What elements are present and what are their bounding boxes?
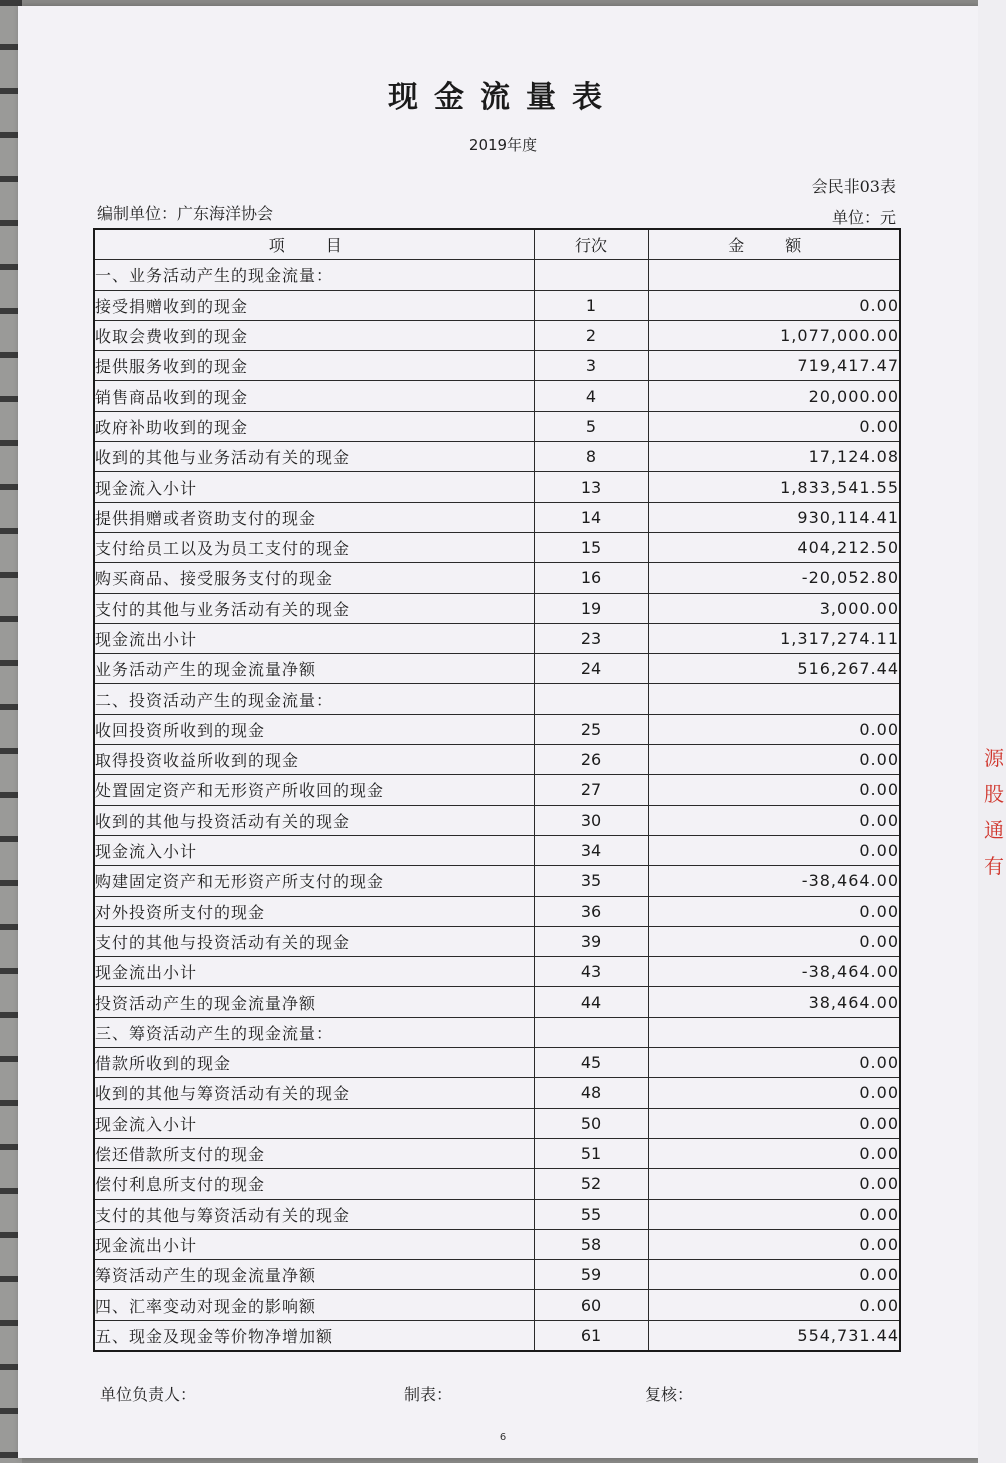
row-amount: 516,267.44 (648, 654, 900, 684)
table-row (94, 1169, 900, 1199)
table-row (94, 775, 900, 805)
row-number: 27 (534, 775, 648, 805)
row-item-label: 政府补助收到的现金 (94, 411, 534, 441)
row-amount: 930,114.41 (648, 502, 900, 532)
row-number: 52 (534, 1169, 648, 1199)
row-item-label: 四、汇率变动对现金的影响额 (94, 1290, 534, 1320)
row-amount: 1,833,541.55 (648, 472, 900, 502)
row-amount: -38,464.00 (648, 957, 900, 987)
row-amount: 0.00 (648, 411, 900, 441)
table-row (94, 654, 900, 684)
table-row (94, 1260, 900, 1290)
row-amount: 0.00 (648, 1199, 900, 1229)
row-item-label: 现金流出小计 (94, 1229, 534, 1259)
table-row (94, 1199, 900, 1229)
table-row (94, 442, 900, 472)
row-number (534, 260, 648, 290)
row-item-label: 借款所收到的现金 (94, 1048, 534, 1078)
table-row (94, 1048, 900, 1078)
page-title: 现金流量表 (388, 80, 618, 115)
report-year: 2019年度 (468, 136, 538, 154)
row-number: 4 (534, 381, 648, 411)
row-item-label: 筹资活动产生的现金流量净额 (94, 1260, 534, 1290)
row-number: 58 (534, 1229, 648, 1259)
table-row (94, 290, 900, 320)
row-number: 19 (534, 593, 648, 623)
row-amount: 554,731.44 (648, 1320, 900, 1351)
row-number: 26 (534, 745, 648, 775)
row-item-label: 五、现金及现金等价物净增加额 (94, 1320, 534, 1351)
row-number: 13 (534, 472, 648, 502)
row-item-label: 偿付利息所支付的现金 (94, 1169, 534, 1199)
row-item-label: 购买商品、接受服务支付的现金 (94, 563, 534, 593)
row-item-label: 支付的其他与投资活动有关的现金 (94, 926, 534, 956)
table-row (94, 1290, 900, 1320)
table-row (94, 351, 900, 381)
row-number: 59 (534, 1260, 648, 1290)
row-item-label: 支付的其他与业务活动有关的现金 (94, 593, 534, 623)
row-number: 23 (534, 623, 648, 653)
table-row (94, 866, 900, 896)
table-row (94, 260, 900, 290)
table-row (94, 623, 900, 653)
table-row (94, 563, 900, 593)
row-item-label: 现金流入小计 (94, 1108, 534, 1138)
row-amount: 20,000.00 (648, 381, 900, 411)
table-header-row (94, 229, 900, 260)
row-amount: 17,124.08 (648, 442, 900, 472)
row-number: 8 (534, 442, 648, 472)
row-amount: 0.00 (648, 1138, 900, 1168)
row-number: 55 (534, 1199, 648, 1229)
row-number: 45 (534, 1048, 648, 1078)
footer-head-signature: 单位负责人： (100, 1385, 197, 1404)
row-number: 5 (534, 411, 648, 441)
row-item-label: 提供服务收到的现金 (94, 351, 534, 381)
row-amount: 0.00 (648, 775, 900, 805)
row-number: 44 (534, 987, 648, 1017)
row-item-label: 处置固定资产和无形资产所收回的现金 (94, 775, 534, 805)
row-number (534, 684, 648, 714)
table-row (94, 684, 900, 714)
row-amount: 0.00 (648, 926, 900, 956)
row-amount: -20,052.80 (648, 563, 900, 593)
row-item-label: 购建固定资产和无形资产所支付的现金 (94, 866, 534, 896)
row-item-label: 收取会费收到的现金 (94, 320, 534, 350)
row-number: 2 (534, 320, 648, 350)
row-amount: 0.00 (648, 745, 900, 775)
preparing-organization: 编制单位：广东海洋协会 (97, 204, 274, 223)
table-row (94, 745, 900, 775)
row-item-label: 投资活动产生的现金流量净额 (94, 987, 534, 1017)
header-item: 项 目 (94, 229, 534, 260)
row-number: 16 (534, 563, 648, 593)
row-number: 39 (534, 926, 648, 956)
row-item-label: 收到的其他与投资活动有关的现金 (94, 805, 534, 835)
table-row (94, 411, 900, 441)
header-amount: 金 额 (648, 229, 900, 260)
table-row (94, 1108, 900, 1138)
row-item-label: 取得投资收益所收到的现金 (94, 745, 534, 775)
row-amount: 0.00 (648, 835, 900, 865)
row-amount: 0.00 (648, 290, 900, 320)
row-item-label: 收回投资所收到的现金 (94, 714, 534, 744)
row-item-label: 现金流入小计 (94, 472, 534, 502)
row-amount: 0.00 (648, 1290, 900, 1320)
table-row (94, 381, 900, 411)
row-item-label: 提供捐赠或者资助支付的现金 (94, 502, 534, 532)
row-amount: 0.00 (648, 1229, 900, 1259)
form-code: 会民非03表 (811, 177, 896, 196)
table-row (94, 1229, 900, 1259)
row-number: 14 (534, 502, 648, 532)
row-amount: 0.00 (648, 1169, 900, 1199)
row-item-label: 接受捐赠收到的现金 (94, 290, 534, 320)
row-number: 3 (534, 351, 648, 381)
row-item-label: 偿还借款所支付的现金 (94, 1138, 534, 1168)
red-seal-stamp: 源 股 通 有 (984, 746, 1004, 878)
row-item-label: 现金流入小计 (94, 835, 534, 865)
footer-preparer: 制表： (404, 1385, 453, 1404)
row-item-label: 一、业务活动产生的现金流量： (94, 260, 534, 290)
currency-unit: 单位：元 (831, 208, 896, 227)
row-number: 15 (534, 532, 648, 562)
row-amount (648, 684, 900, 714)
row-number: 30 (534, 805, 648, 835)
row-item-label: 销售商品收到的现金 (94, 381, 534, 411)
row-amount: 0.00 (648, 714, 900, 744)
row-number: 1 (534, 290, 648, 320)
table-row (94, 957, 900, 987)
row-amount: 0.00 (648, 1048, 900, 1078)
table-row (94, 532, 900, 562)
row-number: 48 (534, 1078, 648, 1108)
row-number: 35 (534, 866, 648, 896)
row-amount: 0.00 (648, 896, 900, 926)
row-number: 24 (534, 654, 648, 684)
row-item-label: 现金流出小计 (94, 957, 534, 987)
table-row (94, 1017, 900, 1047)
row-item-label: 支付的其他与筹资活动有关的现金 (94, 1199, 534, 1229)
row-item-label: 收到的其他与业务活动有关的现金 (94, 442, 534, 472)
row-number: 36 (534, 896, 648, 926)
row-item-label: 二、投资活动产生的现金流量： (94, 684, 534, 714)
table-row (94, 805, 900, 835)
table-row (94, 1320, 900, 1351)
table-row (94, 714, 900, 744)
page-number: 6 (499, 1432, 507, 1443)
row-number (534, 1017, 648, 1047)
row-item-label: 收到的其他与筹资活动有关的现金 (94, 1078, 534, 1108)
row-amount (648, 1017, 900, 1047)
table-row (94, 502, 900, 532)
footer-review: 复核： (645, 1385, 694, 1404)
row-amount: 719,417.47 (648, 351, 900, 381)
row-item-label: 现金流出小计 (94, 623, 534, 653)
table-row (94, 835, 900, 865)
table-row (94, 593, 900, 623)
row-amount: 0.00 (648, 1260, 900, 1290)
row-number: 34 (534, 835, 648, 865)
row-amount: 1,317,274.11 (648, 623, 900, 653)
row-amount: 3,000.00 (648, 593, 900, 623)
adjacent-page-edge (978, 0, 1006, 1463)
row-amount: -38,464.00 (648, 866, 900, 896)
row-amount: 0.00 (648, 805, 900, 835)
row-amount: 0.00 (648, 1078, 900, 1108)
table-row (94, 896, 900, 926)
row-number: 60 (534, 1290, 648, 1320)
row-amount: 404,212.50 (648, 532, 900, 562)
row-number: 61 (534, 1320, 648, 1351)
cash-flow-table (93, 228, 901, 1352)
row-number: 51 (534, 1138, 648, 1168)
table-row (94, 987, 900, 1017)
header-row-number: 行次 (534, 229, 648, 260)
table-row (94, 1078, 900, 1108)
row-amount: 38,464.00 (648, 987, 900, 1017)
row-item-label: 三、筹资活动产生的现金流量： (94, 1017, 534, 1047)
table-row (94, 320, 900, 350)
row-amount: 0.00 (648, 1108, 900, 1138)
table-row (94, 1138, 900, 1168)
row-amount: 1,077,000.00 (648, 320, 900, 350)
row-item-label: 对外投资所支付的现金 (94, 896, 534, 926)
row-amount (648, 260, 900, 290)
table-row (94, 472, 900, 502)
row-number: 43 (534, 957, 648, 987)
row-item-label: 支付给员工以及为员工支付的现金 (94, 532, 534, 562)
row-number: 25 (534, 714, 648, 744)
table-row (94, 926, 900, 956)
row-number: 50 (534, 1108, 648, 1138)
row-item-label: 业务活动产生的现金流量净额 (94, 654, 534, 684)
